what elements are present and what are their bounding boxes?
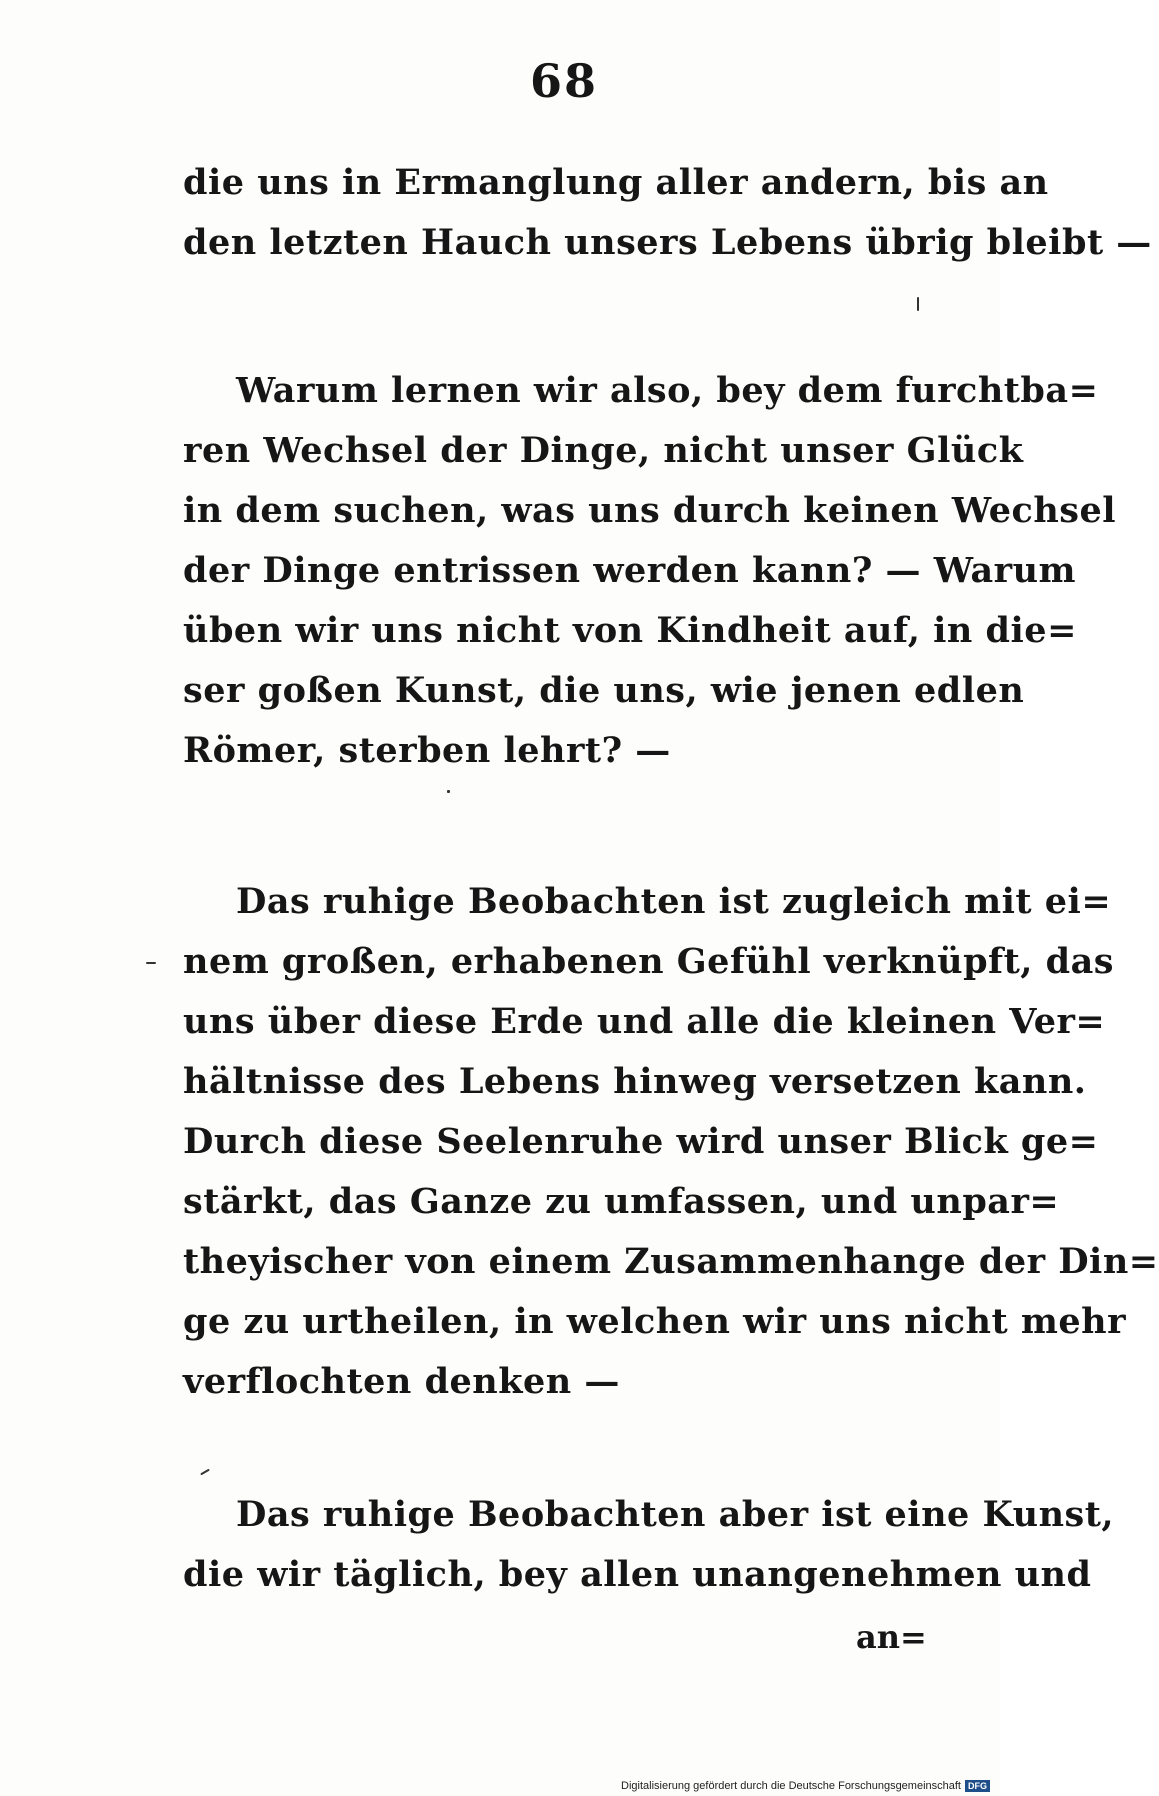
text-line-15: stärkt, das Ganze zu umfassen, und unpar=	[183, 1181, 1060, 1222]
digitization-footer	[621, 1780, 990, 1792]
text-line-7: üben wir uns nicht von Kindheit auf, in die=	[183, 610, 1077, 651]
text-line-1: die uns in Ermanglung aller andern, bis an	[183, 162, 1049, 203]
text-line-10: Das ruhige Beobachten ist zugleich mit ei=	[236, 881, 1112, 922]
dfg-logo: DFG	[965, 1780, 990, 1792]
text-line-8: ser goßen Kunst, die uns, wie jenen edlen	[183, 670, 1025, 711]
footer-text: Digitalisierung gefördert durch die Deutsche Forschungsgemeinschaft	[621, 1780, 961, 1792]
text-line-16: theyischer von einem Zusammenhange der Din=	[183, 1241, 1159, 1282]
text-line-14: Durch diese Seelenruhe wird unser Blick ge=	[183, 1121, 1099, 1162]
text-line-4: ren Wechsel der Dinge, nicht unser Glück	[183, 430, 1024, 471]
text-line-19: Das ruhige Beobachten aber ist eine Kunst,	[236, 1494, 1115, 1535]
text-line-20: die wir täglich, bey allen unangenehmen und	[183, 1554, 1092, 1595]
scan-speck	[146, 962, 156, 964]
scan-speck	[447, 790, 450, 793]
text-line-3: Warum lernen wir also, bey dem furchtba=	[236, 370, 1099, 411]
text-line-13: hältnisse des Lebens hinweg versetzen kann.	[183, 1061, 1087, 1102]
text-line-6: der Dinge entrissen werden kann? — Warum	[183, 550, 1077, 591]
text-line-12: uns über diese Erde und alle die kleinen Ver=	[183, 1001, 1106, 1042]
page-number: 68	[530, 54, 599, 108]
catchword: an=	[856, 1618, 927, 1656]
scan-speck	[917, 297, 919, 311]
text-line-18: verflochten denken —	[183, 1361, 620, 1402]
text-line-5: in dem suchen, was uns durch keinen Wechsel	[183, 490, 1117, 531]
text-line-17: ge zu urtheilen, in welchen wir uns nicht mehr	[183, 1301, 1127, 1342]
text-line-9: Römer, sterben lehrt? —	[183, 730, 671, 771]
scan-speck	[200, 1469, 210, 1476]
text-line-2: den letzten Hauch unsers Lebens übrig bleibt —	[183, 222, 1152, 263]
text-line-11: nem großen, erhabenen Gefühl verknüpft, das	[183, 941, 1114, 982]
